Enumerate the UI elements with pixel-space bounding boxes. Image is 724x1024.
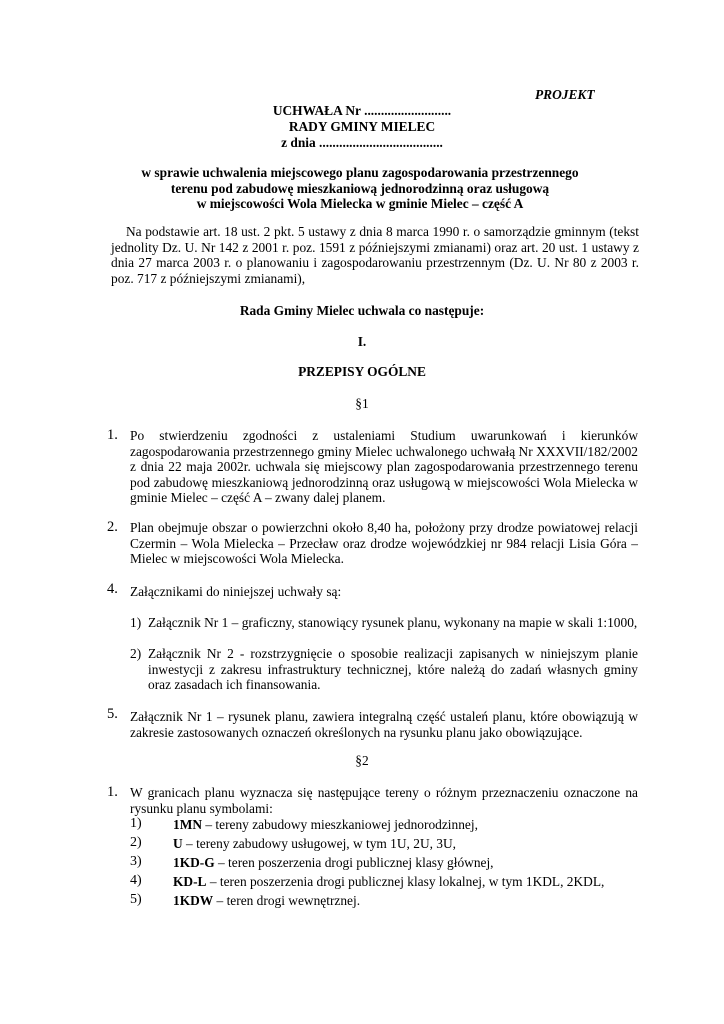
- item-number: 1.: [107, 427, 118, 443]
- item-text: Plan obejmuje obszar o powierzchni około 8,40 ha, położony przy drodze powiatowej relacji Czermin – Wola Mielecka – Przecław oraz drodze wojewódzkiej nr 984 relacji Lisia Góra – Mielec w miejscowości Wola Mielecka.: [130, 520, 638, 567]
- attachment-text: Załącznik Nr 2 - rozstrzygnięcie o sposobie realizacji zapisanych w niniejszym planie inwestycji z zakresu infrastruktury technicznej, które należą do zadań własnych gminy oraz zasadach ich finansowania.: [148, 646, 638, 693]
- symbol-code: 1KDW: [173, 893, 214, 908]
- symbol-item: [173, 893, 638, 909]
- subject-line: w sprawie uchwalenia miejscowego planu zagospodarowania przestrzennego: [141, 165, 579, 180]
- item-number: 2.: [107, 519, 118, 535]
- item-text: W granicach planu wyznacza się następujące tereny o różnym przeznaczeniu oznaczone na rysunku planu symbolami:: [130, 785, 638, 816]
- symbol-number: 5): [130, 892, 142, 907]
- paragraph-1-title: §1: [355, 396, 369, 411]
- symbol-number: 1): [130, 816, 142, 831]
- resolution-date: z dnia .....................................: [281, 135, 443, 150]
- symbol-item: [173, 817, 638, 833]
- subject-line: terenu pod zabudowę mieszkaniową jednorodzinną oraz usługową: [170, 180, 550, 196]
- symbol-item: [173, 855, 638, 871]
- symbol-description: – tereny zabudowy mieszkaniowej jednorodzinnej,: [202, 817, 478, 832]
- item-number: 1.: [107, 784, 118, 800]
- item-text: Po stwierdzeniu zgodności z ustaleniami Studium uwarunkowań i kierunków zagospodarowania przestrzennego gminy Mielec uchwalonego uchwałą Nr XXXVII/182/2002 z dnia 22 maja 2002r. uchwala się miejscowy plan zagospodarowania przestrzennego terenu pod zabudowę mieszkaniową jednorodzinną oraz usługową w miejscowości Wola Mielecka w gminie Mielec – część A – zwany dalej planem.: [130, 428, 638, 506]
- attachment-number: 1): [130, 615, 142, 630]
- item-number: 4.: [107, 581, 118, 597]
- section-title: PRZEPISY OGÓLNE: [298, 364, 426, 379]
- council-name: RADY GMINY MIELEC: [288, 119, 436, 134]
- symbol-description: – teren poszerzenia drogi publicznej klasy głównej,: [214, 855, 494, 870]
- item-number: 5.: [107, 706, 118, 722]
- resolution-subject: [110, 165, 610, 212]
- resolution-number: UCHWAŁA Nr ..........................: [272, 103, 452, 118]
- council-resolves-heading: Rada Gminy Mielec uchwala co następuje:: [239, 303, 485, 318]
- symbol-item: [173, 874, 638, 890]
- symbol-code: U: [173, 836, 183, 851]
- symbol-number: 4): [130, 873, 142, 888]
- legal-basis-paragraph: Na podstawie art. 18 ust. 2 pkt. 5 ustawy z dnia 8 marca 1990 r. o samorządzie gminnym (tekst jednolity Dz. U. Nr 142 z 2001 r. poz. 1591 z późniejszymi zmianami) oraz art. 20 ust. 1 ustawy z dnia 27 marca 2003 r. o planowaniu i zagospodarowaniu przestrzennym (Dz. U. Nr 80 z 2003 r. poz. 717 z późniejszymi zmianami),: [111, 224, 639, 286]
- symbol-code: KD-L: [173, 874, 207, 889]
- item-text: Załącznik Nr 1 – rysunek planu, zawiera integralną część ustaleń planu, które obowiązują w zakresie zastosowanych oznaczeń określonych na rysunku planu jako obowiązujące.: [130, 709, 638, 740]
- symbol-description: – teren poszerzenia drogi publicznej klasy lokalnej, w tym 1KDL, 2KDL,: [206, 874, 605, 889]
- draft-label: PROJEKT: [535, 87, 595, 102]
- symbol-code: 1MN: [173, 817, 203, 832]
- symbol-code: 1KD-G: [173, 855, 215, 870]
- symbol-description: – tereny zabudowy usługowej, w tym 1U, 2U, 3U,: [182, 836, 457, 851]
- item-text: Załącznikami do niniejszej uchwały są:: [130, 584, 342, 599]
- symbol-number: 2): [130, 835, 142, 850]
- section-number: I.: [357, 334, 367, 349]
- attachment-number: 2): [130, 646, 142, 661]
- symbol-description: – teren drogi wewnętrznej.: [213, 893, 361, 908]
- symbol-number: 3): [130, 854, 142, 869]
- symbol-item: [173, 836, 638, 852]
- paragraph-2-title: §2: [355, 753, 369, 768]
- attachment-text: Załącznik Nr 1 – graficzny, stanowiący rysunek planu, wykonany na mapie w skali 1:1000,: [148, 615, 638, 630]
- subject-line: w miejscowości Wola Mielecka w gminie Mielec – część A: [196, 196, 524, 212]
